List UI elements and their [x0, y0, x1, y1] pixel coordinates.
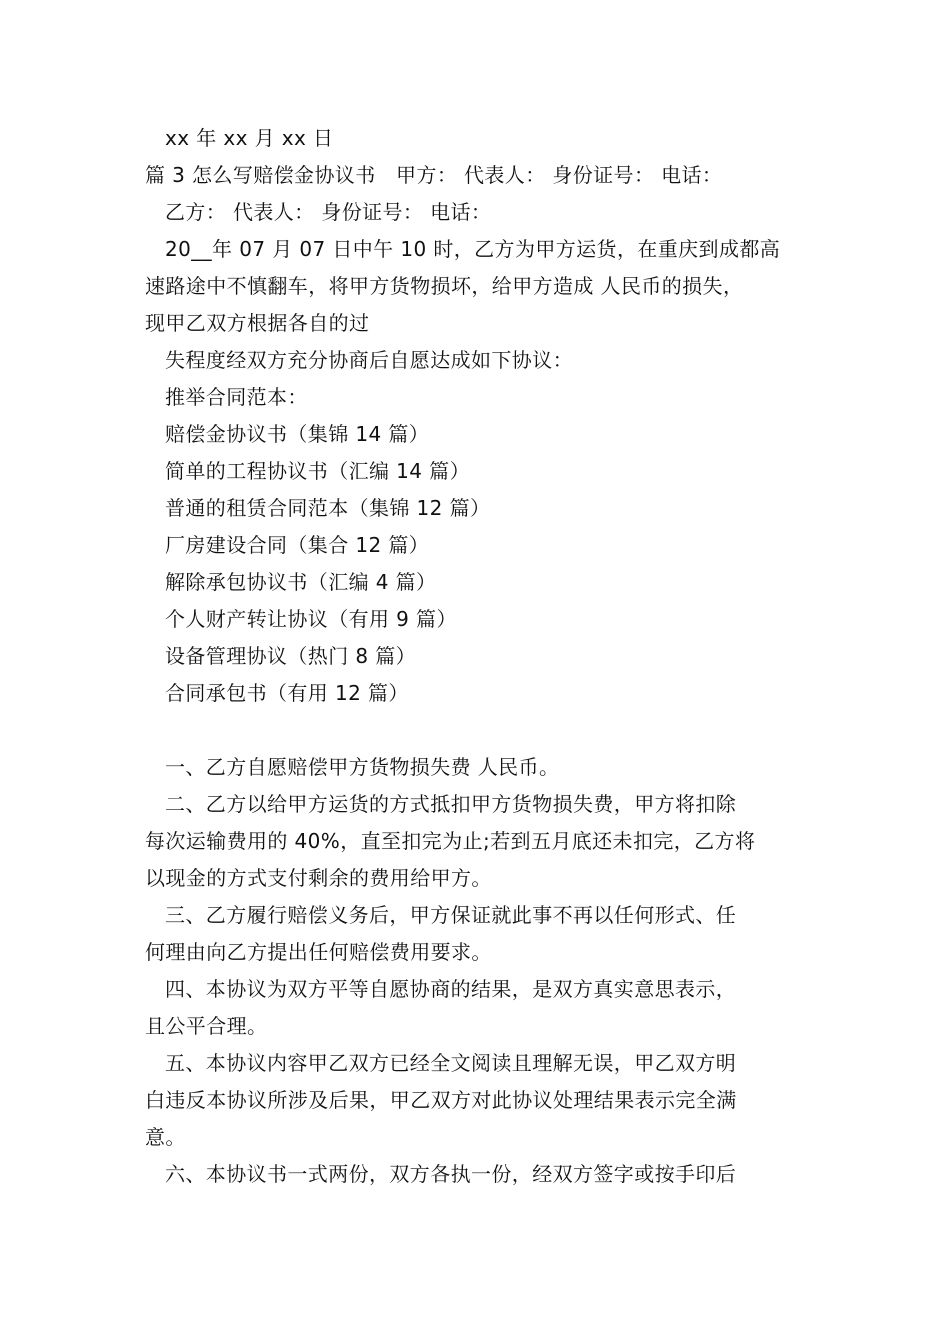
document-line: 个人财产转让协议（有用 9 篇） — [165, 607, 457, 631]
document-body — [145, 120, 810, 1193]
document-line: 厂房建设合同（集合 12 篇） — [165, 533, 430, 557]
document-line: 篇 3 怎么写赔偿金协议书 甲方： 代表人： 身份证号： 电话： — [145, 163, 723, 187]
document-line: 二、乙方以给甲方运货的方式抵扣甲方货物损失费，甲方将扣除 — [165, 792, 737, 816]
blank-line — [145, 712, 810, 749]
document-line: 普通的租赁合同范本（集锦 12 篇） — [165, 496, 491, 520]
document-line: 六、本协议书一式两份，双方各执一份，经双方签字或按手印后 — [165, 1162, 737, 1186]
document-line: 意。 — [145, 1125, 186, 1149]
document-line: 四、本协议为双方平等自愿协商的结果，是双方真实意思表示， — [165, 977, 737, 1001]
document-line: 一、乙方自愿赔偿甲方货物损失费 人民币。 — [165, 755, 560, 779]
document-line: 以现金的方式支付剩余的费用给甲方。 — [145, 866, 492, 890]
document-line: xx 年 xx 月 xx 日 — [165, 126, 334, 150]
document-line: 失程度经双方充分协商后自愿达成如下协议： — [165, 348, 573, 372]
document-line: 白违反本协议所涉及后果，甲乙双方对此协议处理结果表示完全满 — [145, 1088, 737, 1112]
document-line: 推举合同范本： — [165, 385, 308, 409]
document-line: 现甲乙双方根据各自的过 — [145, 311, 370, 335]
document-line: 三、乙方履行赔偿义务后，甲方保证就此事不再以任何形式、任 — [165, 903, 737, 927]
document-line: 每次运输费用的 40%，直至扣完为止;若到五月底还未扣完，乙方将 — [145, 829, 756, 853]
document-line: 赔偿金协议书（集锦 14 篇） — [165, 422, 430, 446]
document-line: 设备管理协议（热门 8 篇） — [165, 644, 417, 668]
document-line: 解除承包协议书（汇编 4 篇） — [165, 570, 437, 594]
document-line: 20__年 07 月 07 日中午 10 时，乙方为甲方运货，在重庆到成都高 — [165, 237, 781, 261]
document-line: 何理由向乙方提出任何赔偿费用要求。 — [145, 940, 492, 964]
document-line: 简单的工程协议书（汇编 14 篇） — [165, 459, 470, 483]
document-line: 五、本协议内容甲乙双方已经全文阅读且理解无误，甲乙双方明 — [165, 1051, 737, 1075]
document-line: 乙方： 代表人： 身份证号： 电话： — [165, 200, 492, 224]
document-line: 速路途中不慎翻车，将甲方货物损坏，给甲方造成 人民币的损失， — [145, 274, 744, 298]
document-line: 合同承包书（有用 12 篇） — [165, 681, 409, 705]
document-line: 且公平合理。 — [145, 1014, 268, 1038]
